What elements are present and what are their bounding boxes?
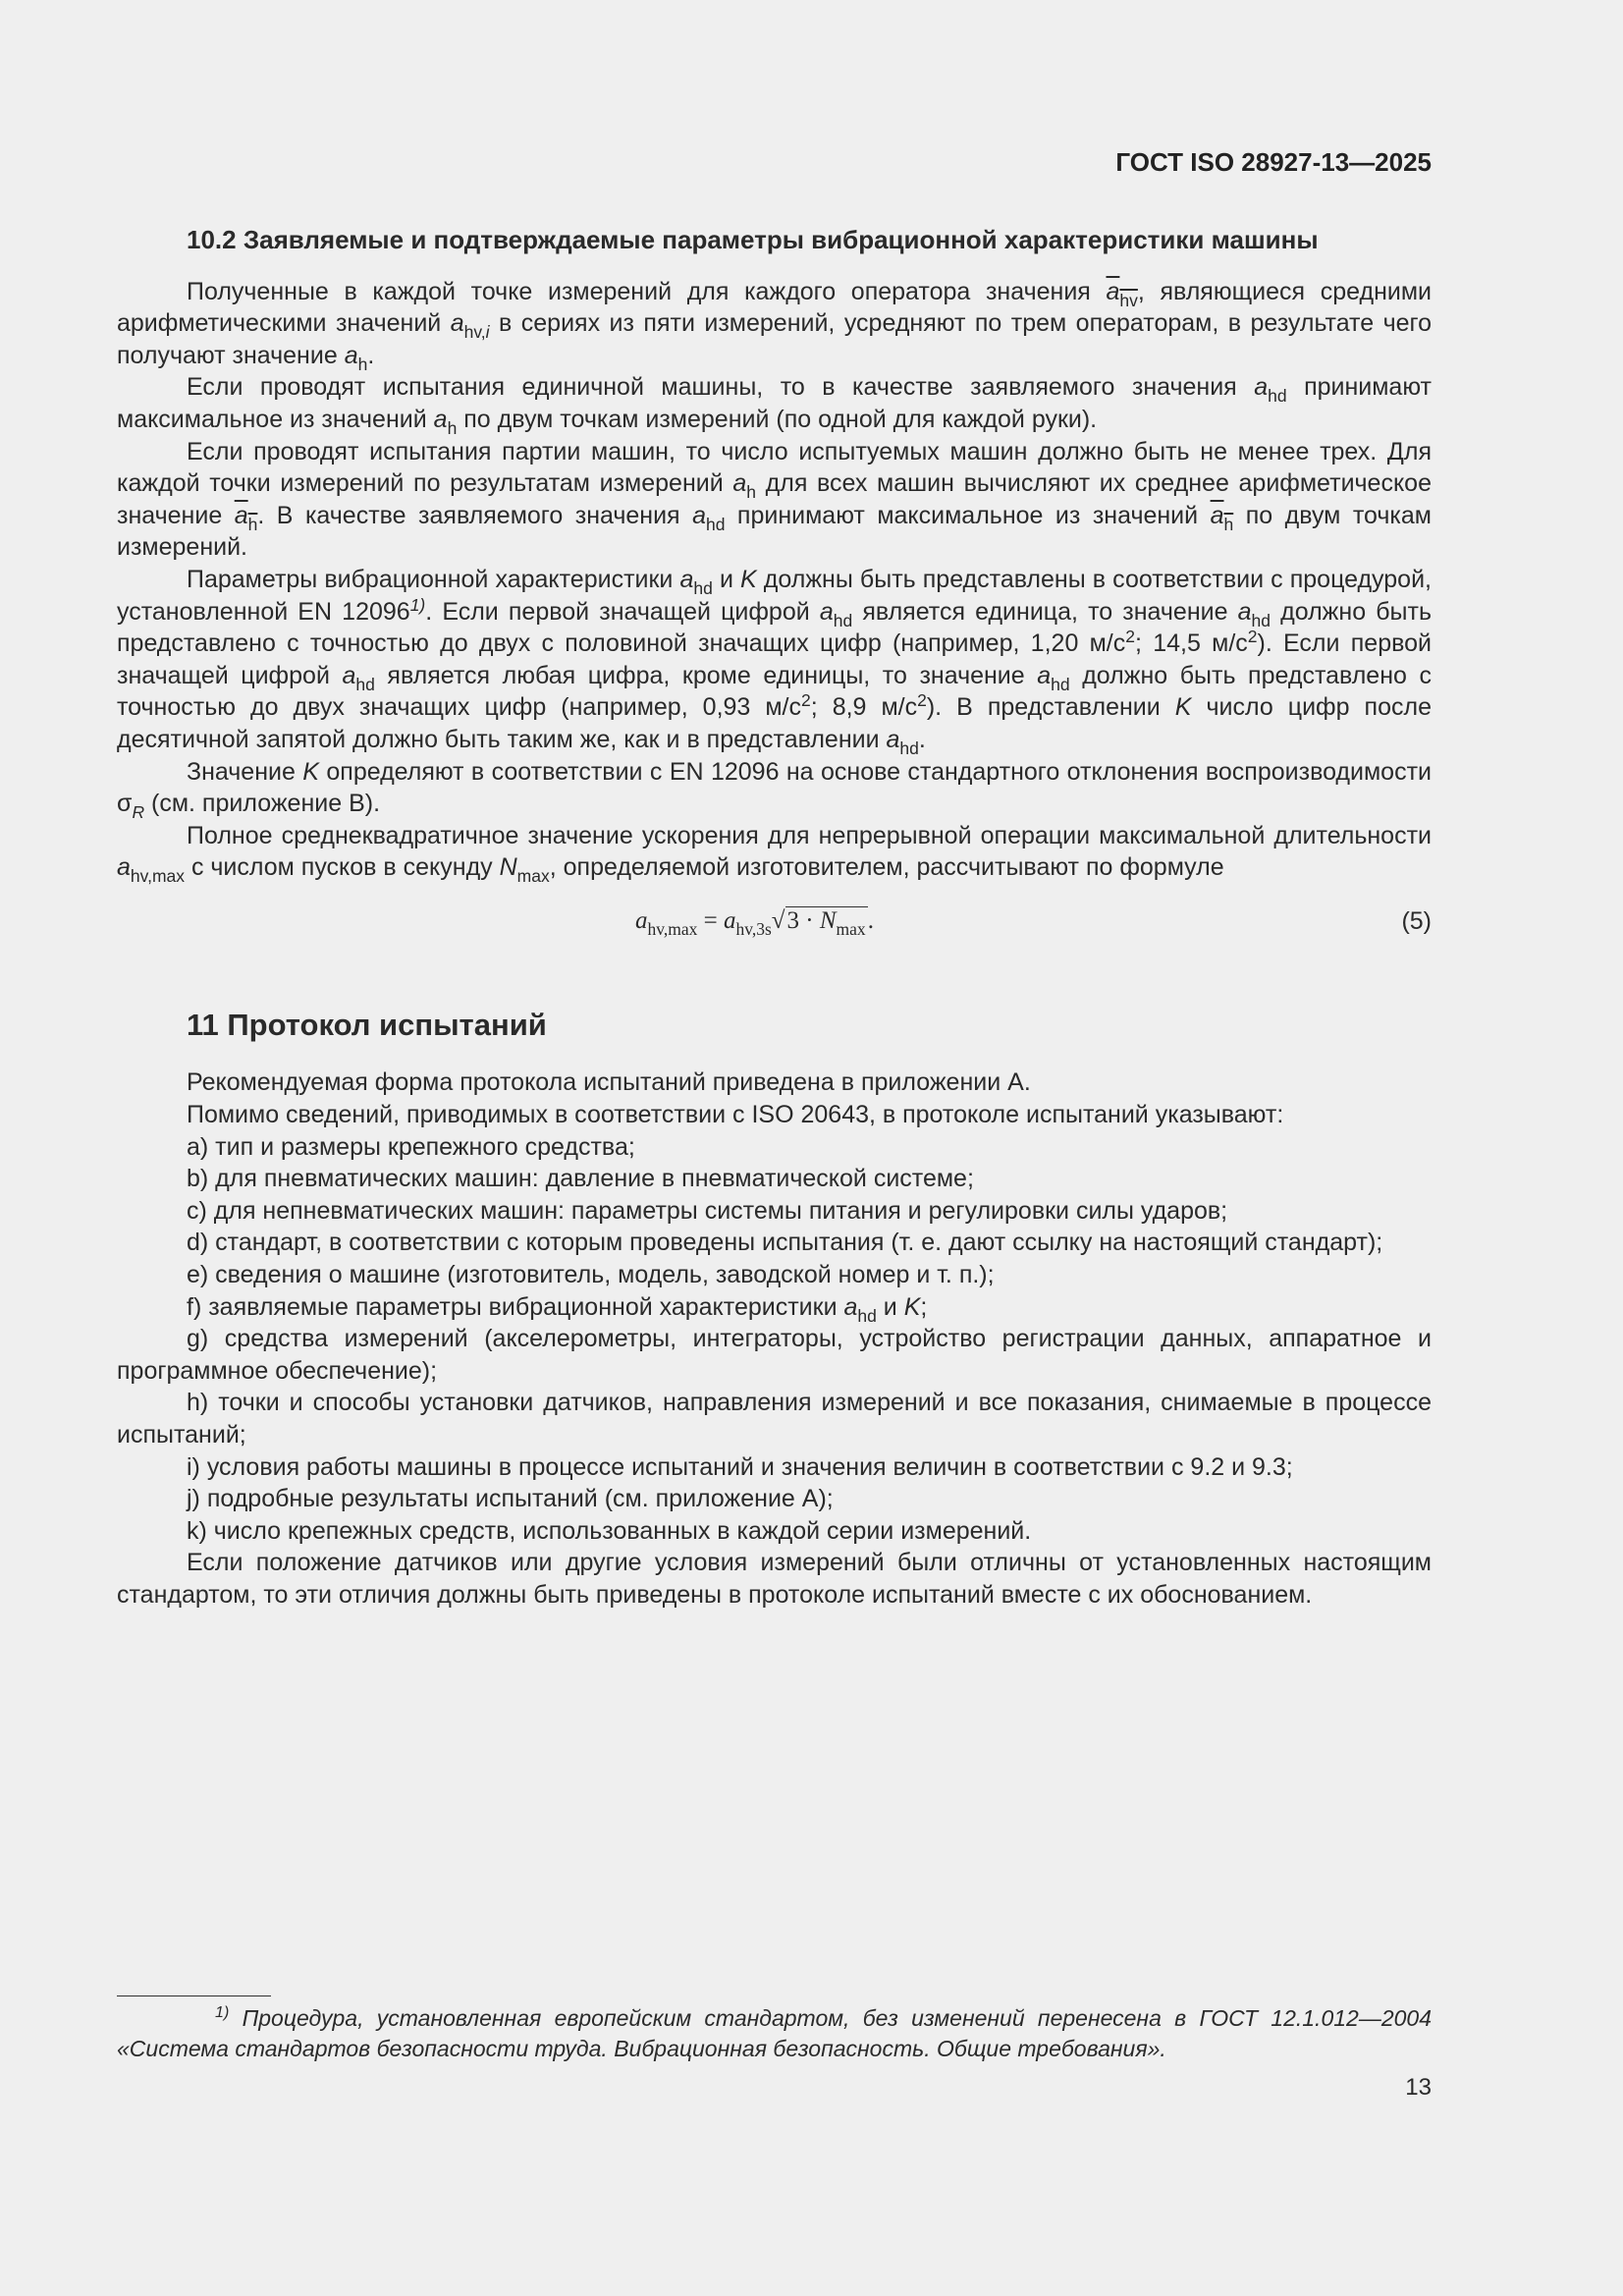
list-item: i) условия работы машины в процессе испытаний и значения величин в соответствии с 9.2 и 9.3; xyxy=(187,1452,1293,1481)
radical-sign: √ xyxy=(771,906,785,934)
list-item: b) для пневматических машин: давление в пневматической системе; xyxy=(187,1165,974,1193)
paragraph: Если проводят испытания единичной машины, то в качестве заявляемого значения $a_{hd}$ принимают максимальное из значений $a_h$ по двум точкам измерений (по одной для каждой руки). xyxy=(117,373,1432,438)
standard-designation: ГОСТ ISO 28927-13—2025 xyxy=(1115,147,1432,177)
list-item: e) сведения о машине (изготовитель, модель, заводской номер и т. п.); xyxy=(187,1261,995,1289)
paragraph: Параметры вибрационной характеристики $a_{hd}$ и K должны быть представлены в соответствии с процедурой, установленной EN 12096$^{1)}$. Если первой значащей цифрой $a_{hd}$ является единица, то значение $a_{hd}$ должно быть представлено с точностью до двух с половиной значащих цифр (например, 1,20 $м/с^2$; 14,5 $м/с^2$). Если первой значащей цифрой $a_{hd}$ является любая цифра, кроме единицы, то значение $a_{hd}$ должно быть представлено с точностью до двух значащих цифр (например, 0,93 $м/с^2$; 8,9 $м/с^2$). В представлении K число цифр после десятичной запятой должно быть таким же, как и в представлении $a_{hd}$. xyxy=(117,565,1432,758)
formula-expression: $a_{hv,max} = a_{hv,3s}√3 \cdot N_{max}$. xyxy=(635,906,874,939)
list-item: k) число крепежных средств, использованных в каждой серии измерений. xyxy=(187,1516,1032,1545)
list-item: d) стандарт, в соответствии с которым проведены испытания (т. е. дают ссылку на настоящий стандарт); xyxy=(187,1229,1383,1257)
paragraph: Полное среднеквадратичное значение ускорения для непрерывной операции максимальной длительности $a_{hv,max}$ с числом пусков в секунду $N_{max}$, определяемой изготовителем, рассчитывают по формуле xyxy=(117,821,1432,887)
list-item: f) заявляемые параметры вибрационной характеристики $a_{hd}$ и K; xyxy=(187,1292,928,1326)
section-10-2-title: 10.2 Заявляемые и подтверждаемые параметры вибрационной характеристики машины xyxy=(187,225,1319,254)
list-item: j) подробные результаты испытаний (см. приложение А); xyxy=(187,1485,834,1513)
footnote-reference: 1) xyxy=(409,594,426,615)
paragraph: Значение K определяют в соответствии с EN 12096 на основе стандартного отклонения воспроизводимости $\sigma_R$ (см. приложение В). xyxy=(117,757,1432,823)
section-11-title: 11 Протокол испытаний xyxy=(187,1007,547,1042)
paragraph: Если положение датчиков или другие условия измерений были отличны от установленных настоящим стандартом, то эти отличия должны быть приведены в протоколе испытаний вместе с их обоснованием. xyxy=(117,1549,1432,1609)
paragraph: Помимо сведений, приводимых в соответствии с ISO 20643, в протоколе испытаний указывают: xyxy=(187,1101,1284,1129)
footnote-mark: 1) xyxy=(215,2003,230,2021)
list-item: h) точки и способы установки датчиков, направления измерений и все показания, снимаемые в процессе испытаний; xyxy=(117,1389,1432,1449)
formula-number: (5) xyxy=(1401,906,1432,935)
list-item: g) средства измерений (акселерометры, интеграторы, устройство регистрации данных, аппаратное и программное обеспечение); xyxy=(117,1325,1432,1385)
paragraph: Полученные в каждой точке измерений для каждого оператора значения $a_{hv}$, являющиеся средними арифметическими значений $a_{hv,i}$ в сериях из пяти измерений, усредняют по трем операторам, в результате чего получают значение $a_h$. xyxy=(117,277,1433,374)
paragraph: Если проводят испытания партии машин, то число испытуемых машин должно быть не менее трех. Для каждой точки измерений по результатам измерений $a_h$ для всех машин вычисляют их среднее арифметическое значение $a_h$. В качестве заявляемого значения $a_{hd}$ принимают максимальное из значений $a_h$ по двум точкам измерений. xyxy=(117,437,1432,562)
footnote xyxy=(117,2003,1432,2064)
list-item: c) для непневматических машин: параметры системы питания и регулировки силы ударов; xyxy=(187,1196,1228,1225)
paragraph: Рекомендуемая форма протокола испытаний приведена в приложении А. xyxy=(187,1068,1031,1097)
footnote-divider xyxy=(117,1995,271,1996)
formula-5 xyxy=(117,898,1432,958)
list-item: a) тип и размеры крепежного средства; xyxy=(187,1132,635,1161)
page-number: 13 xyxy=(1405,2074,1432,2101)
page-body xyxy=(117,224,1432,1612)
footnote-text: Процедура, установленная европейским стандартом, без изменений перенесена в ГОСТ 12.1.012—2004 «Система стандартов безопасности труда. Вибрационная безопасность. Общие требования». xyxy=(117,2005,1432,2061)
